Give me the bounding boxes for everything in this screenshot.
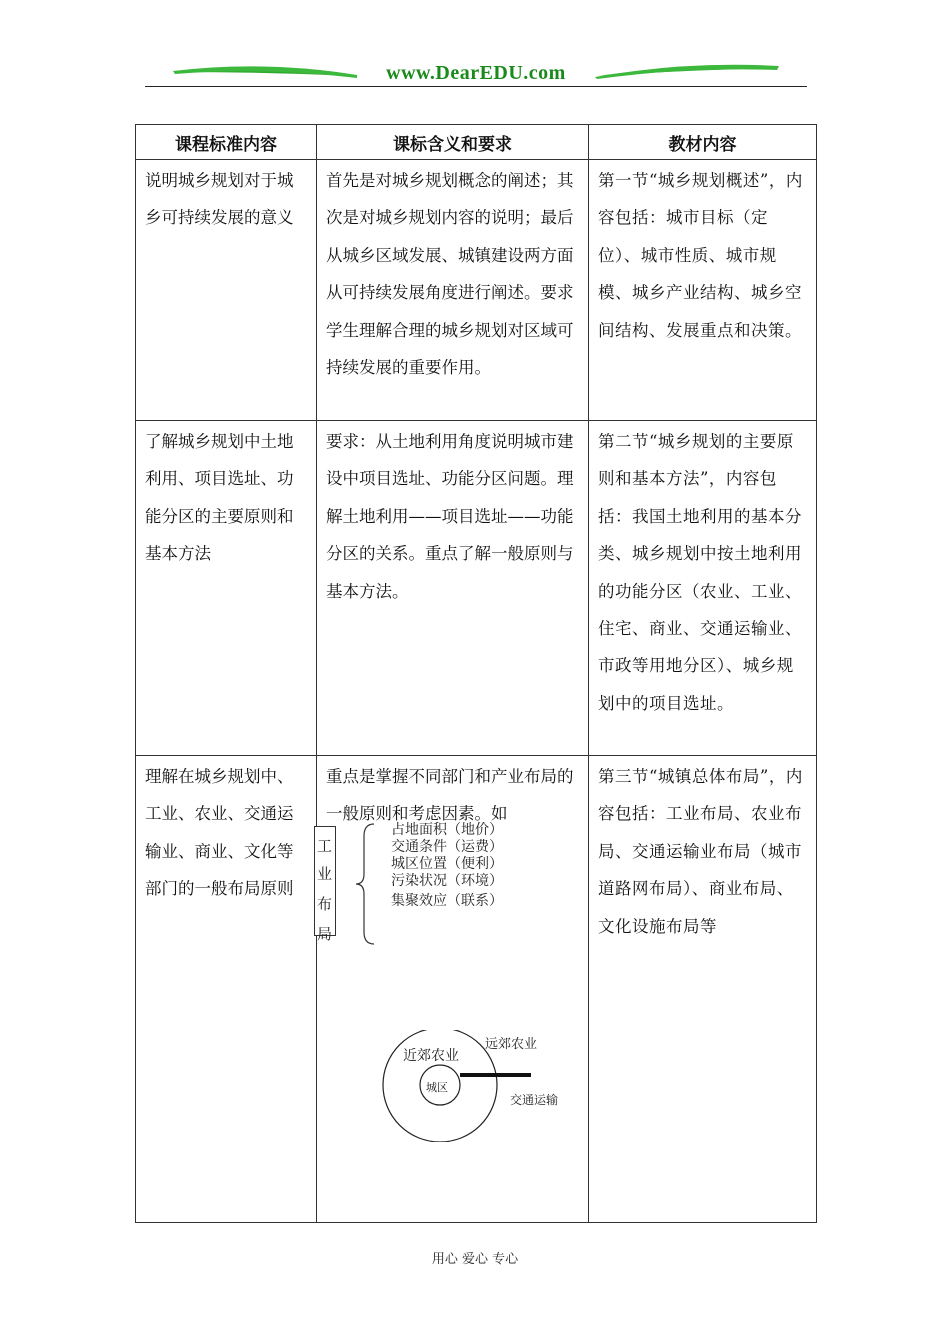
textbook-text: 第二节“城乡规划的主要原则和基本方法”，内容包括：我国土地利用的基本分类、城乡规划中按土地利用的功能分区（农业、工业、住宅、商业、交通运输业、市政等用地分区）、城乡规划中的项目选址。 (598, 432, 802, 713)
requirement-cell (317, 421, 589, 756)
table-row (136, 160, 817, 421)
standard-cell (136, 421, 317, 756)
far-suburb-label: 远郊农业 (485, 1037, 538, 1052)
factor-item: 城区位置（便利） (391, 856, 503, 872)
city-area-label: 城区 (426, 1081, 448, 1094)
textbook-text: 第一节“城乡规划概述”，内容包括：城市目标（定位）、城市性质、城市规模、城乡产业结构、城乡空间结构、发展重点和决策。 (598, 171, 803, 340)
textbook-cell (589, 756, 817, 1223)
factor-item: 交通条件（运费） (391, 839, 503, 855)
site-url: www.DearEDU.com (386, 62, 566, 84)
standard-text: 理解在城乡规划中、工业、农业、交通运输业、商业、文化等部门的一般布局原则 (145, 767, 294, 899)
factor-item: 污染状况（环境） (391, 873, 503, 889)
column-header: 教材内容 (589, 125, 817, 160)
zone-circles (378, 1030, 578, 1142)
column-header: 课程标准内容 (136, 125, 317, 160)
brace-icon (352, 822, 382, 946)
requirement-text: 重点是掌握不同部门和产业布局的一般原则和考虑因素。如 (326, 767, 574, 824)
factor-item: 集聚效应（联系） (391, 893, 503, 909)
standard-cell (136, 756, 317, 1223)
industry-title-char: 工 (317, 837, 333, 855)
standard-text: 了解城乡规划中土地利用、项目选址、功能分区的主要原则和基本方法 (145, 432, 294, 564)
standard-text: 说明城乡规划对于城乡可持续发展的意义 (145, 171, 294, 228)
agriculture-zone-diagram (378, 1030, 578, 1142)
header-banner (145, 58, 807, 94)
requirement-text: 首先是对城乡规划概念的阐述；其次是对城乡规划内容的说明；最后从城乡区域发展、城镇建设两方面从可持续发展角度进行阐述。要求学生理解合理的城乡规划对区域可持续发展的重要作用。 (326, 171, 574, 378)
industry-title-char: 布 (317, 895, 333, 913)
industry-title-char: 局 (317, 925, 333, 943)
industry-title-char: 业 (317, 865, 333, 883)
industry-layout-diagram (314, 822, 554, 946)
factor-item: 占地面积（地价） (391, 822, 503, 838)
requirement-cell (317, 160, 589, 421)
standard-cell (136, 160, 317, 421)
transport-label: 交通运输 (510, 1093, 559, 1107)
textbook-cell (589, 160, 817, 421)
near-suburb-label: 近郊农业 (403, 1048, 459, 1064)
table-row (136, 421, 817, 756)
header-rule (145, 86, 807, 87)
textbook-cell (589, 421, 817, 756)
requirement-text: 要求：从土地利用角度说明城市建设中项目选址、功能分区问题。理解土地利用——项目选址——功能分区的关系。重点了解一般原则与基本方法。 (326, 432, 574, 601)
table-header-row (136, 125, 817, 160)
page-footer: 用心 爱心 专心 (431, 1252, 519, 1267)
textbook-text: 第三节“城镇总体布局”，内容包括：工业布局、农业布局、交通运输业布局（城市道路网布局）、商业布局、文化设施布局等 (598, 767, 803, 936)
column-header: 课标含义和要求 (317, 125, 589, 160)
